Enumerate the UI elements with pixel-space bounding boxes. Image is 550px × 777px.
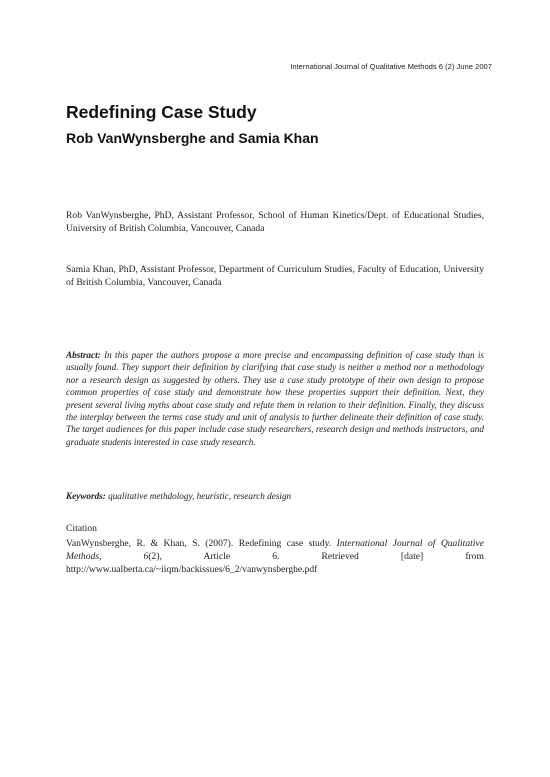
citation-retrieval: (2), Article 6. Retrieved [date] from http://www.ualberta.ca/~iiqm/backissues/6_2/vanwynsberghe.pdf: [66, 551, 484, 575]
citation-text: [66, 537, 484, 576]
abstract-label: Abstract:: [66, 350, 101, 360]
citation-volume: 6: [143, 551, 149, 562]
citation-authors-title: VanWynsberghe, R. & Khan, S. (2007). Redefining case study.: [66, 538, 337, 549]
keywords: [66, 490, 484, 502]
keywords-text: qualitative methdology, heuristic, research design: [108, 491, 292, 501]
article-title: Redefining Case Study: [66, 102, 257, 122]
abstract-text: In this paper the authors propose a more precise and encompassing definition of case study than is usually found. They support their definition by clarifying that case study is neither a method nor a methodology nor a research design as suggested by others. They use a case study prototype of their own design to propose common properties of case study and demonstrate how these properties support their definition. Next, they present several living myths about case study and refute them in relation to their definition. Finally, they discuss the interplay between the terms case study and unit of analysis to further delineate their definition of case study. The target audiences for this paper include case study researchers, research design and methods instructors, and graduate students interested in case study research.: [66, 350, 485, 447]
citation-journal: International Journal of Qualitative Methods: [66, 538, 484, 562]
article-authors: Rob VanWynsberghe and Samia Khan: [66, 130, 319, 146]
abstract: [66, 349, 484, 448]
running-header: International Journal of Qualitative Methods 6 (2) June 2007: [290, 62, 492, 71]
citation-heading: Citation: [66, 523, 97, 534]
citation-sep: ,: [99, 551, 144, 562]
author-affiliation-1: Rob VanWynsberghe, PhD, Assistant Professor, School of Human Kinetics/Dept. of Educational Studies, University of British Columbia, Vancouver, Canada: [66, 210, 484, 234]
keywords-label: Keywords:: [66, 491, 106, 501]
author-affiliation-2: Samia Khan, PhD, Assistant Professor, Department of Curriculum Studies, Faculty of Education, University of British Columbia, Vancouver, Canada: [66, 264, 484, 288]
